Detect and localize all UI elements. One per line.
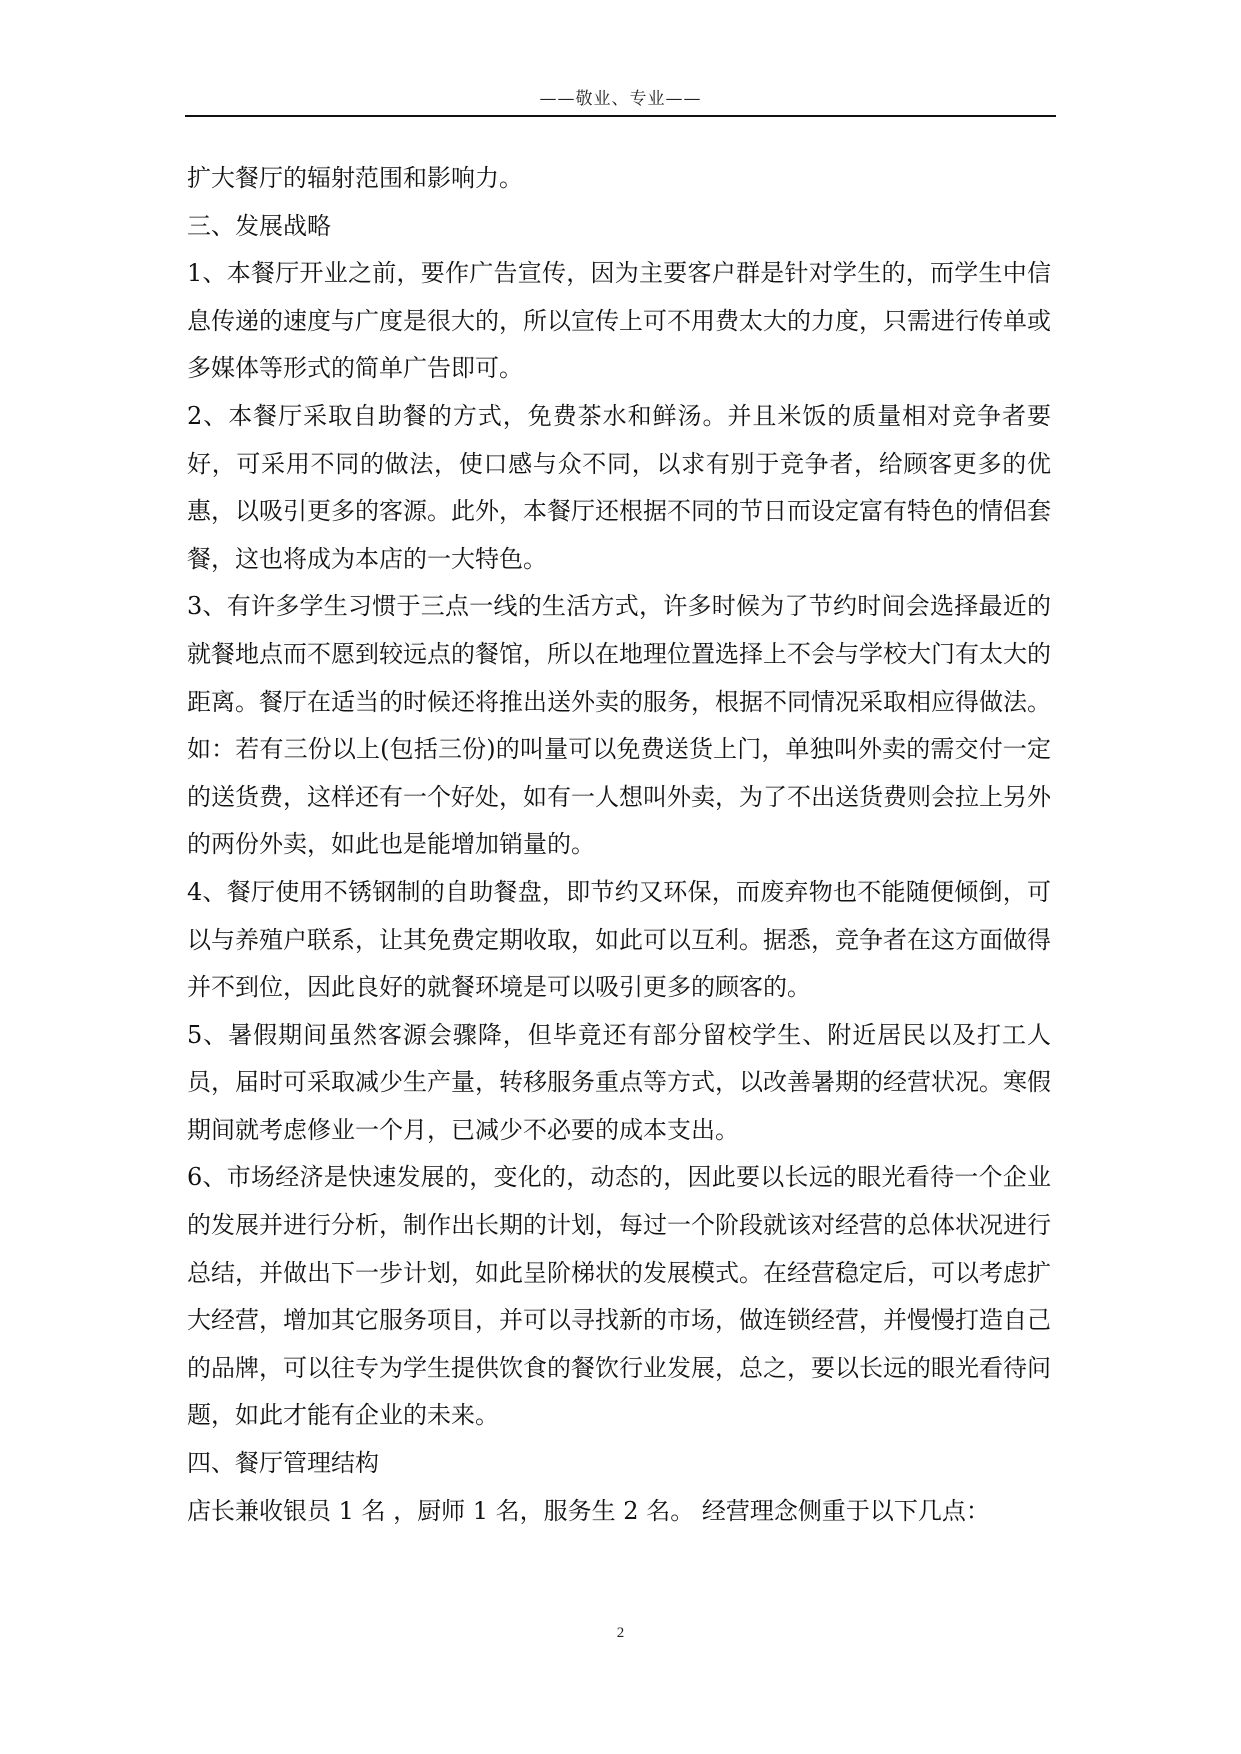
strategy-item-1: 1、本餐厅开业之前，要作广告宣传，因为主要客户群是针对学生的，而学生中信息传递的速度与广度是很大的，所以宣传上可不用费太大的力度，只需进行传单或多媒体等形式的简单广告即可。 — [187, 259, 1051, 383]
document-body — [187, 155, 1051, 1535]
header-divider — [185, 115, 1056, 117]
strategy-item-3: 3、有许多学生习惯于三点一线的生活方式，许多时候为了节约时间会选择最近的就餐地点而不愿到较远点的餐馆，所以在地理位置选择上不会与学校大门有太大的距离。餐厅在适当的时候还将推出送外卖的服务，根据不同情况采取相应得做法。如：若有三份以上(包括三份)的叫量可以免费送货上门，单独叫外卖的需交付一定的送货费，这样还有一个好处，如有一人想叫外卖，为了不出送货费则会拉上另外的两份外卖，如此也是能增加销量的。 — [187, 592, 1051, 859]
strategy-item-6: 6、市场经济是快速发展的，变化的，动态的，因此要以长远的眼光看待一个企业的发展并进行分析，制作出长期的计划，每过一个阶段就该对经营的总体状况进行总结，并做出下一步计划，如此呈阶梯状的发展模式。在经营稳定后，可以考虑扩大经营，增加其它服务项目，并可以寻找新的市场，做连锁经营，并慢慢打造自己的品牌，可以往专为学生提供饮食的餐饮行业发展，总之，要以长远的眼光看待问题，如此才能有企业的未来。 — [187, 1163, 1051, 1430]
staffing-paragraph: 店长兼收银员 1 名 ，厨师 1 名，服务生 2 名。 经营理念侧重于以下几点： — [187, 1496, 990, 1525]
section-heading-development-strategy: 三、发展战略 — [187, 211, 331, 240]
section-heading-management-structure: 四、餐厅管理结构 — [187, 1449, 379, 1478]
page-header: ——敬业、专业—— — [539, 89, 702, 109]
strategy-item-2: 2、本餐厅采取自助餐的方式，免费茶水和鲜汤。并且米饭的质量相对竞争者要好，可采用不同的做法，使口感与众不同，以求有别于竞争者，给顾客更多的优惠，以吸引更多的客源。此外，本餐厅还根据不同的节日而设定富有特色的情侣套餐，这也将成为本店的一大特色。 — [187, 401, 1051, 573]
page-number: 2 — [616, 1625, 625, 1641]
strategy-item-4: 4、餐厅使用不锈钢制的自助餐盘，即节约又环保，而废弃物也不能随便倾倒，可以与养殖户联系，让其免费定期收取，如此可以互利。据悉，竞争者在这方面做得并不到位，因此良好的就餐环境是可以吸引更多的顾客的。 — [187, 877, 1051, 1002]
paragraph-continuation: 扩大餐厅的辐射范围和影响力。 — [187, 164, 523, 192]
strategy-item-5: 5、暑假期间虽然客源会骤降，但毕竟还有部分留校学生、附近居民以及打工人员，届时可采取减少生产量，转移服务重点等方式，以改善暑期的经营状况。寒假期间就考虑修业一个月，已减少不必要的成本支出。 — [187, 1020, 1051, 1144]
